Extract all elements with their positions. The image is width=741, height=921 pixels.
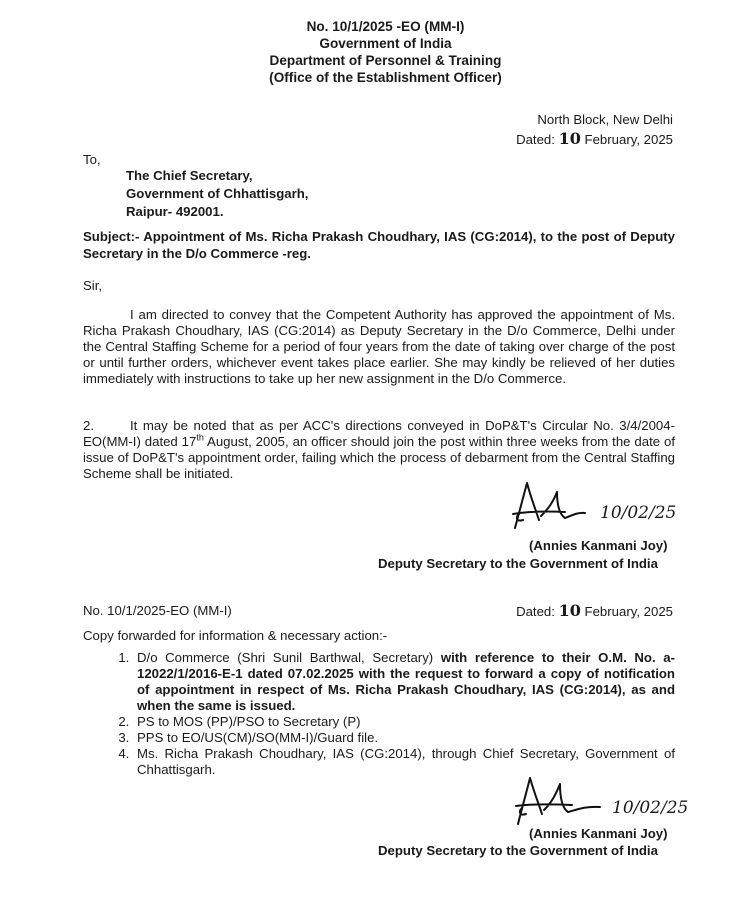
addressee-line: Government of Chhattisgarh, — [126, 186, 309, 201]
copy-list-item: 2. PS to MOS (PP)/PSO to Secretary (P) — [133, 714, 675, 730]
place: North Block, New Delhi — [537, 112, 673, 127]
copy-list-item: 3. PPS to EO/US(CM)/SO(MM-I)/Guard file. — [133, 730, 675, 746]
copy-forward-line: Copy forwarded for information & necessary action:- — [83, 628, 388, 643]
signature-image — [505, 478, 605, 538]
signatory-name-1: (Annies Kanmani Joy) — [529, 538, 668, 553]
signature-image — [510, 772, 620, 832]
place-date-block — [516, 110, 673, 149]
date-rest: February, 2025 — [584, 132, 673, 147]
to-label: To, — [83, 152, 101, 167]
paragraph-2 — [83, 418, 675, 482]
copy-handwritten-day: 10 — [558, 601, 581, 620]
signatory-designation-2: Deputy Secretary to the Government of India — [378, 843, 658, 858]
copy-item1-plain: D/o Commerce (Shri Sunil Barthwal, Secretary) — [137, 650, 434, 665]
copy-item1-bold: with reference to their O.M. No. a-12022/1/2016-E-1 dated 07.02.2025 with the request to forward a copy of notification of appointment in respect of Ms. Richa Prakash Choudhary, IAS (CG:2014), as and when the same is issued. — [137, 650, 675, 713]
date-label: Dated: — [516, 132, 555, 147]
paragraph-1: I am directed to convey that the Competent Authority has approved the appointment of Ms. Richa Prakash Choudhary, IAS (CG:2014) as Deputy Secretary in the D/o Commerce, Delhi under the Central Staffing Scheme for a period of four years from the date of taking over charge of the post or until further orders, whichever event takes place earlier. She may kindly be relieved of her duties immediately with instructions to take up her new assignment in the D/o Commerce. — [83, 307, 675, 386]
copy-list-item — [133, 650, 675, 714]
copy-ref-number: No. 10/1/2025-EO (MM-I) — [83, 603, 232, 618]
handwritten-date-2: 10/02/25 — [612, 798, 689, 818]
ordinal-suffix: th — [196, 432, 204, 443]
addressee-block — [126, 167, 308, 221]
para2-text-b: August, 2005, an officer should join the post within three weeks from the date of issue of DoP&T's appointment order, failing which the process of debarment from the Central Staffing Scheme shall be initiated. — [83, 434, 675, 481]
letter-header — [0, 18, 741, 86]
addressee-line: The Chief Secretary, — [126, 168, 253, 183]
signatory-designation-1: Deputy Secretary to the Government of India — [378, 556, 658, 571]
copy-date-label: Dated: — [516, 604, 555, 619]
addressee-line: Raipur- 492001. — [126, 204, 224, 219]
copy-date-line — [516, 603, 673, 620]
handwritten-day: 10 — [558, 129, 581, 148]
copy-date-rest: February, 2025 — [584, 604, 673, 619]
ref-number: No. 10/1/2025 -EO (MM-I) — [306, 19, 465, 34]
signatory-name-2: (Annies Kanmani Joy) — [529, 826, 668, 841]
office-line: (Office of the Establishment Officer) — [269, 70, 502, 85]
copy-list — [83, 650, 675, 778]
subject-line: Subject:- Appointment of Ms. Richa Prakash Choudhary, IAS (CG:2014), to the post of Deputy Secretary in the D/o Commerce -reg. — [83, 229, 675, 261]
copy-list-item: 4. Ms. Richa Prakash Choudhary, IAS (CG:2014), through Chief Secretary, Government of Chhattisgarh. — [133, 746, 675, 778]
handwritten-date-1: 10/02/25 — [600, 503, 677, 523]
para-number: 2. — [83, 418, 94, 433]
govt-line: Government of India — [319, 36, 452, 51]
dept-line: Department of Personnel & Training — [269, 53, 502, 68]
salutation: Sir, — [83, 278, 103, 293]
date-line — [516, 129, 673, 149]
para2-text-a: It may be noted that as per ACC's directions conveyed in DoP&T's Circular No. 3/4/2004-EO(MM-I) dated 17 — [83, 418, 675, 449]
